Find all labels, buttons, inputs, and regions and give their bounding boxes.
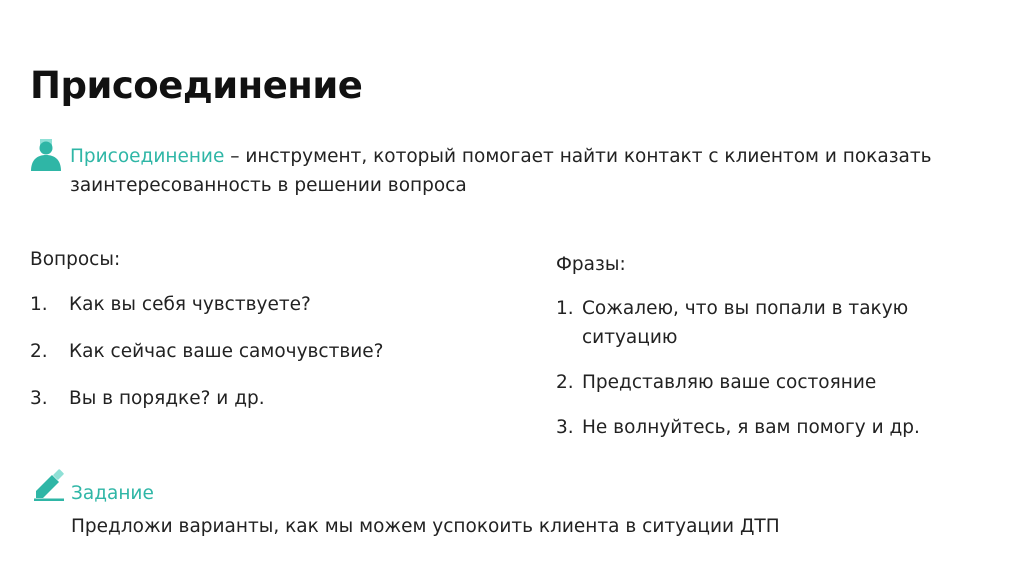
- definition-term: Присоединение: [70, 146, 225, 167]
- list-item: [30, 384, 490, 413]
- list-item-text: Представляю ваше состояние: [582, 372, 877, 393]
- list-item-text: Как вы себя чувствуете?: [69, 294, 311, 315]
- list-item: [30, 337, 490, 366]
- task-heading: Задание: [71, 483, 154, 504]
- list-item-number: 1.: [30, 294, 48, 315]
- list-item-text: Как сейчас ваше самочувствие?: [69, 341, 384, 362]
- list-item-number: 3.: [30, 388, 48, 409]
- list-item-number: 2.: [30, 341, 48, 362]
- list-item-number: 3.: [556, 417, 574, 438]
- list-item: [556, 368, 976, 397]
- list-item-number: 1.: [556, 298, 574, 319]
- task-text: Предложи варианты, как мы можем успокоить клиента в ситуации ДТП: [71, 516, 780, 537]
- list-item-text: Вы в порядке? и др.: [69, 388, 265, 409]
- pencil-icon: [33, 469, 65, 501]
- list-item-text: Сожалею, что вы попали в такую ситуацию: [582, 298, 909, 348]
- definition-text: [70, 142, 950, 200]
- page-title: Присоединение: [30, 64, 363, 107]
- list-item: [556, 413, 976, 442]
- phrases-list: [556, 294, 976, 458]
- person-icon: [30, 136, 62, 172]
- list-item: [30, 290, 490, 319]
- definition-body: – инструмент, который помогает найти контакт с клиентом и показать заинтересованность в решении вопроса: [70, 146, 932, 196]
- list-item: [556, 294, 976, 352]
- list-item-text: Не волнуйтесь, я вам помогу и др.: [582, 417, 920, 438]
- questions-list: [30, 290, 490, 431]
- questions-heading: Вопросы:: [30, 249, 121, 270]
- phrases-heading: Фразы:: [556, 254, 626, 275]
- list-item-number: 2.: [556, 372, 574, 393]
